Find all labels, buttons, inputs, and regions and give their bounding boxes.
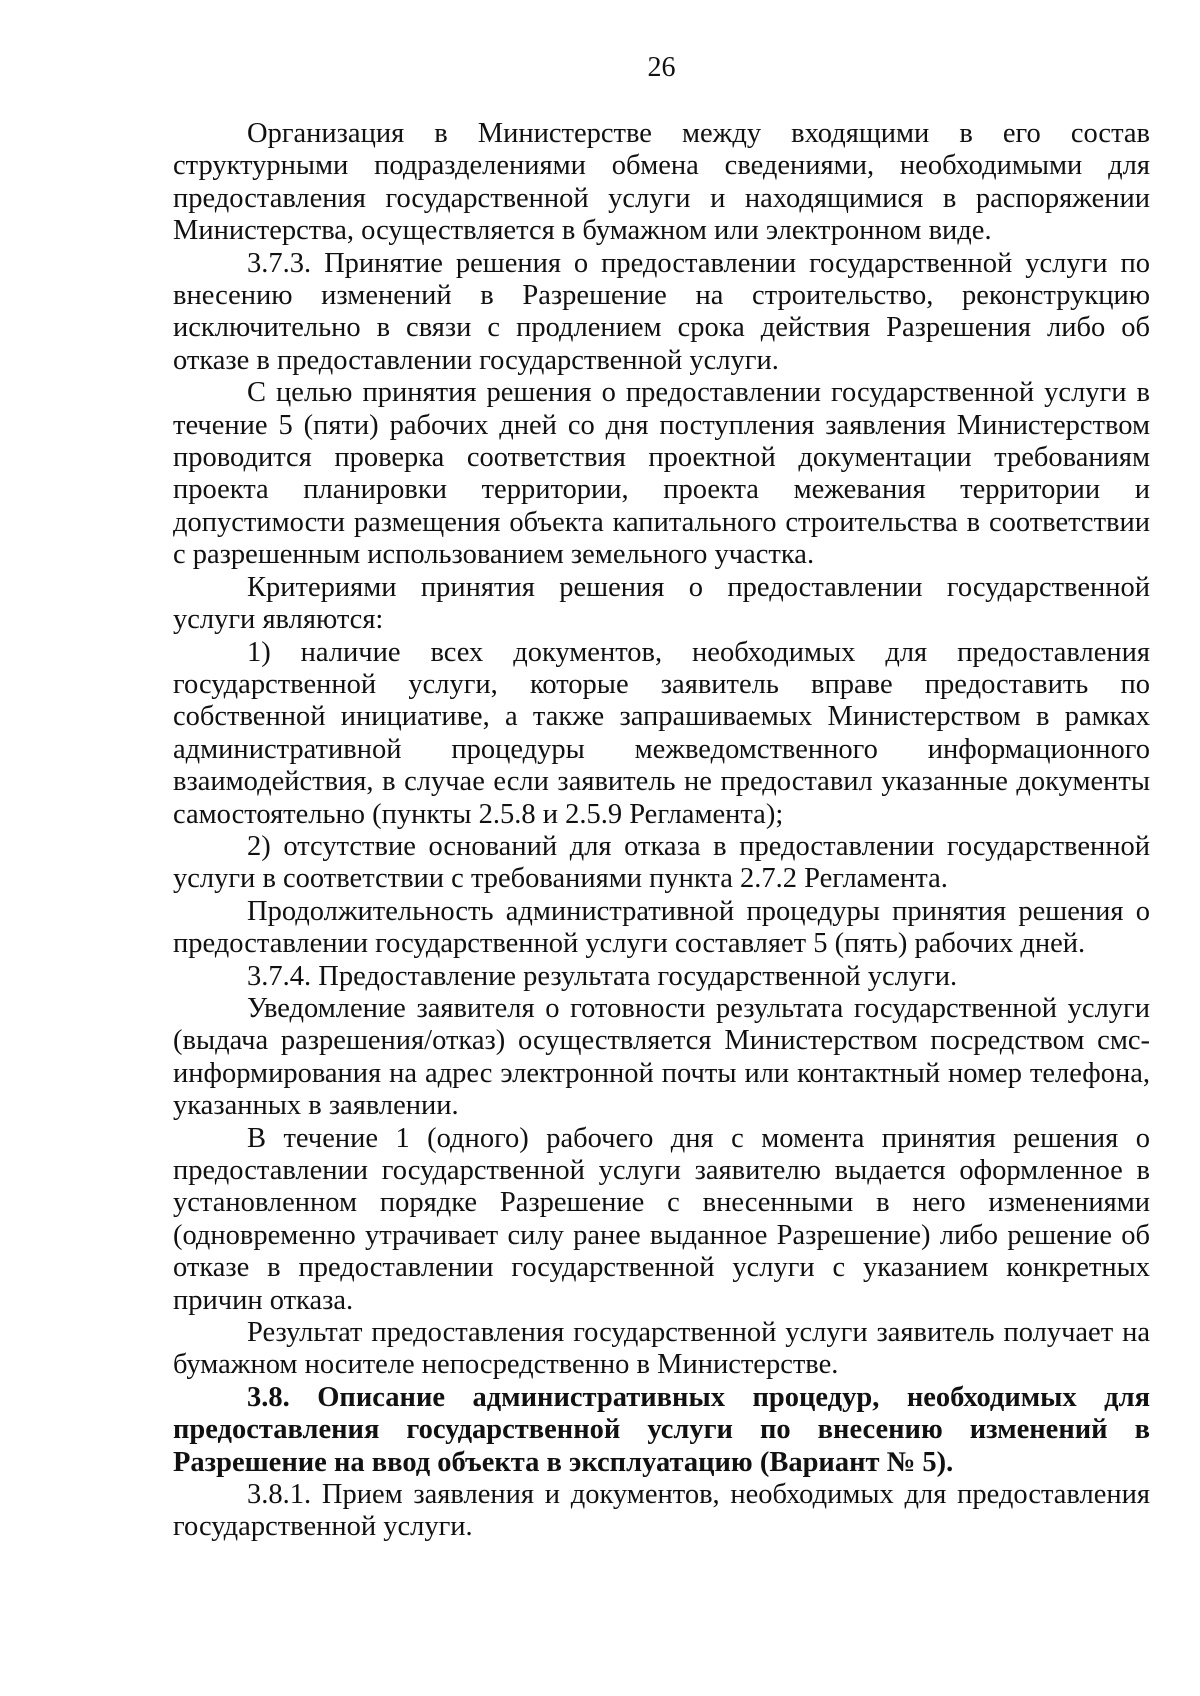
document-body xyxy=(173,118,1150,1544)
paragraph-criterion-1: 1) наличие всех документов, необходимых для предоставления государственной услуги, которые заявитель вправе предоставить по собственной инициативе, а также запрашиваемых Министерством в рамках административной процедуры межведомственного информационного взаимодействия, в случае если заявитель не предоставил указанные документы самостоятельно (пункты 2.5.8 и 2.5.9 Регламента); xyxy=(173,636,1150,830)
paragraph-issuance: В течение 1 (одного) рабочего дня с момента принятия решения о предоставлении государственной услуги заявителю выдается оформленное в установленном порядке Разрешение с внесенными в него изменениями (одновременно утрачивает силу ранее выданное Разрешение) либо решение об отказе в предоставлении государственной услуги с указанием конкретных причин отказа. xyxy=(173,1122,1150,1316)
section-heading-3-8: 3.8. Описание административных процедур, необходимых для предоставления государственной услуги по внесению изменений в Разрешение на ввод объекта в эксплуатацию (Вариант № 5). xyxy=(173,1381,1150,1478)
paragraph-notification: Уведомление заявителя о готовности результата государственной услуги (выдача разрешения/отказ) осуществляется Министерством посредством смс-информирования на адрес электронной почты или контактный номер телефона, указанных в заявлении. xyxy=(173,992,1150,1122)
paragraph-result: Результат предоставления государственной услуги заявитель получает на бумажном носителе непосредственно в Министерстве. xyxy=(173,1317,1150,1381)
paragraph-3-7-4: 3.7.4. Предоставление результата государственной услуги. xyxy=(247,960,958,992)
page-number: 26 xyxy=(647,52,676,83)
paragraph-3-7-3: 3.7.3. Принятие решения о предоставлении государственной услуги по внесению изменений в Разрешение на строительство, реконструкцию исключительно в связи с продлением срока действия Разрешения либо об отказе в предоставлении государственной услуги. xyxy=(173,247,1150,376)
paragraph-criterion-2: 2) отсутствие оснований для отказа в предоставлении государственной услуги в соответствии с требованиями пункта 2.7.2 Регламента. xyxy=(173,830,1150,895)
paragraph-decision-check: С целью принятия решения о предоставлении государственной услуги в течение 5 (пяти) рабочих дней со дня поступления заявления Министерством проводится проверка соответствия проектной документации требованиям проекта планировки территории, проекта межевания территории и допустимости размещения объекта капитального строительства в соответствии с разрешенным использованием земельного участка. xyxy=(173,377,1150,571)
paragraph-criteria-intro: Критериями принятия решения о предоставлении государственной услуги являются: xyxy=(173,571,1150,636)
paragraph-duration: Продолжительность административной процедуры принятия решения о предоставлении государственной услуги составляет 5 (пять) рабочих дней. xyxy=(173,895,1150,960)
paragraph-3-8-1: 3.8.1. Прием заявления и документов, необходимых для предоставления государственной услуги. xyxy=(173,1479,1150,1543)
paragraph-exchange-organization: Организация в Министерстве между входящими в его состав структурными подразделениями обмена сведениями, необходимыми для предоставления государственной услуги и находящимися в распоряжении Министерства, осуществляется в бумажном или электронном виде. xyxy=(173,118,1150,247)
